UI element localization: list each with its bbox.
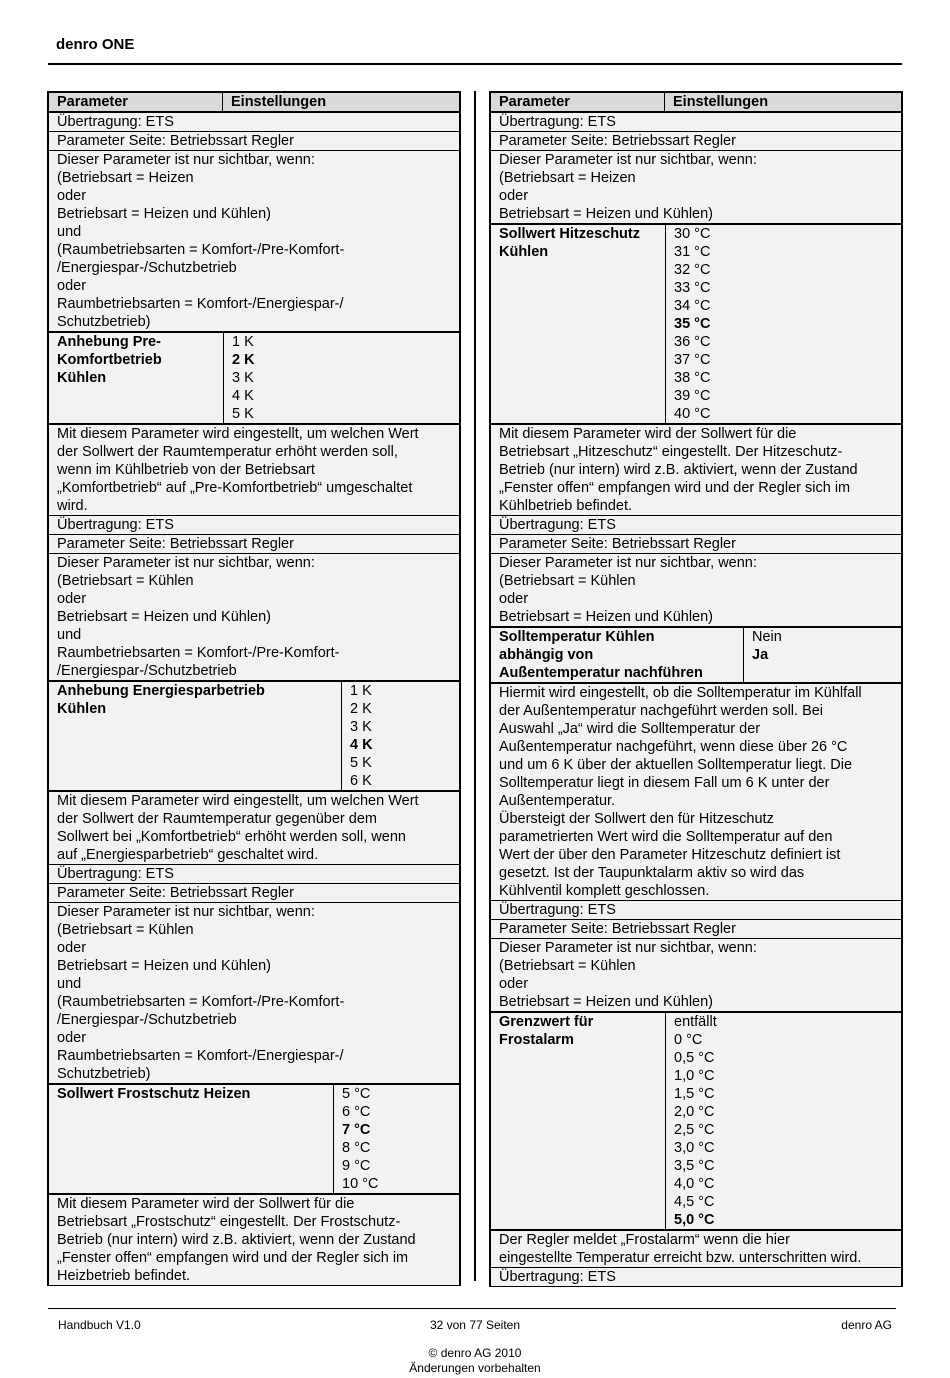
parameter-row	[491, 225, 901, 425]
text-block	[491, 516, 901, 535]
text-line: und um 6 K über der aktuellen Solltemperatur liegt. Die	[499, 757, 853, 773]
text-block	[49, 151, 459, 333]
option: 38 °C	[674, 370, 711, 386]
text-block	[491, 1268, 901, 1287]
text-block	[491, 901, 901, 920]
text-block	[49, 425, 459, 516]
parameter-name	[491, 628, 743, 682]
text-line: Betriebsart = Heizen und Kühlen)	[499, 609, 714, 625]
text-line: (Betriebsart = Kühlen	[499, 958, 636, 974]
parameter-name-line: Komfortbetrieb	[57, 352, 162, 368]
text-block	[491, 113, 901, 132]
header-parameter: Parameter	[49, 93, 223, 111]
text-line: wird.	[57, 498, 88, 514]
default-option: 35 °C	[674, 316, 711, 332]
text-line: Übertragung: ETS	[499, 517, 616, 533]
option: Nein	[752, 629, 782, 645]
parameter-row	[491, 1013, 901, 1231]
copyright-line: © denro AG 2010	[428, 1346, 522, 1360]
option: 5 K	[350, 755, 372, 771]
option: 37 °C	[674, 352, 711, 368]
parameter-values	[743, 628, 790, 682]
option: 2 K	[350, 701, 372, 717]
option: 0,5 °C	[674, 1050, 715, 1066]
header-parameter: Parameter	[491, 93, 665, 111]
text-line: /Energiespar-/Schutzbetrieb	[57, 663, 237, 679]
option: 1,5 °C	[674, 1086, 715, 1102]
text-line: Übertragung: ETS	[499, 114, 616, 130]
parameter-values	[333, 1085, 386, 1193]
option: 5 °C	[342, 1086, 371, 1102]
option: entfällt	[674, 1014, 717, 1030]
option: 4,0 °C	[674, 1176, 715, 1192]
parameter-name	[49, 682, 341, 790]
text-line: der Sollwert der Raumtemperatur erhöht werden soll,	[57, 444, 398, 460]
text-line: oder	[499, 591, 529, 607]
text-line: Mit diesem Parameter wird der Sollwert für die	[499, 426, 797, 442]
text-line: Dieser Parameter ist nur sichtbar, wenn:	[57, 904, 315, 920]
text-line: Schutzbetrieb)	[57, 1066, 151, 1082]
parameter-values	[665, 225, 718, 423]
parameter-name-line: Kühlen	[57, 701, 107, 717]
option: 30 °C	[674, 226, 711, 242]
text-line: Übersteigt der Sollwert den für Hitzeschutz	[499, 811, 774, 827]
default-option: 4 K	[350, 737, 373, 753]
document-title: denro ONE	[56, 36, 135, 53]
text-line: (Raumbetriebsarten = Komfort-/Pre-Komfort-	[57, 994, 345, 1010]
text-line: Außentemperatur.	[499, 793, 616, 809]
text-line: (Betriebsart = Heizen	[57, 170, 194, 186]
text-line: oder	[499, 976, 529, 992]
option: 1,0 °C	[674, 1068, 715, 1084]
text-line: Der Regler meldet „Frostalarm“ wenn die hier	[499, 1232, 790, 1248]
option: 8 °C	[342, 1140, 371, 1156]
parameter-name-line: Solltemperatur Kühlen	[499, 629, 655, 645]
text-block	[49, 535, 459, 554]
text-line: Parameter Seite: Betriebssart Regler	[57, 536, 294, 552]
text-block	[49, 132, 459, 151]
text-line: oder	[57, 1030, 87, 1046]
text-line: Heizbetrieb befindet.	[57, 1268, 190, 1284]
parameter-name-line: Grenzwert für	[499, 1014, 594, 1030]
option: 4 K	[232, 388, 254, 404]
right-parameter-table	[489, 91, 903, 1287]
text-line: (Betriebsart = Kühlen	[57, 573, 194, 589]
text-line: (Betriebsart = Kühlen	[57, 922, 194, 938]
parameter-name-line: Frostalarm	[499, 1032, 574, 1048]
text-line: oder	[57, 591, 87, 607]
text-line: Hiermit wird eingestellt, ob die Solltemperatur im Kühlfall	[499, 685, 862, 701]
text-block	[491, 132, 901, 151]
text-line: Übertragung: ETS	[57, 517, 174, 533]
text-line: und	[57, 627, 82, 643]
text-line: Schutzbetrieb)	[57, 314, 151, 330]
text-line: Solltemperatur liegt in diesem Fall um 6 K unter der	[499, 775, 830, 791]
text-line: „Komfortbetrieb“ auf „Pre-Komfortbetrieb“ umgeschaltet	[57, 480, 413, 496]
left-parameter-table	[47, 91, 461, 1286]
text-block	[491, 535, 901, 554]
text-block	[491, 939, 901, 1013]
text-line: Betriebsart = Heizen und Kühlen)	[57, 609, 272, 625]
text-line: oder	[499, 188, 529, 204]
option: 9 °C	[342, 1158, 371, 1174]
parameter-row	[49, 1085, 459, 1195]
parameter-name-line: Kühlen	[499, 244, 549, 260]
text-line: Betriebsart = Heizen und Kühlen)	[57, 958, 272, 974]
option: 40 °C	[674, 406, 711, 422]
option: 5 K	[232, 406, 254, 422]
footer-copyright	[0, 1346, 950, 1376]
text-line: wenn im Kühlbetrieb von der Betriebsart	[57, 462, 315, 478]
text-line: Parameter Seite: Betriebssart Regler	[57, 885, 294, 901]
text-line: Übertragung: ETS	[499, 1269, 616, 1285]
parameter-row	[49, 333, 459, 425]
text-line: Kühlbetrieb befindet.	[499, 498, 633, 514]
text-line: Mit diesem Parameter wird eingestellt, um welchen Wert	[57, 426, 419, 442]
text-block	[491, 151, 901, 225]
footer-company: denro AG	[841, 1318, 892, 1332]
text-line: Kühlventil komplett geschlossen.	[499, 883, 710, 899]
text-block	[491, 425, 901, 516]
parameter-name	[491, 225, 665, 423]
text-line: Auswahl „Ja“ wird die Solltemperatur der	[499, 721, 761, 737]
footer-manual-version: Handbuch V1.0	[58, 1318, 141, 1332]
option: 6 °C	[342, 1104, 371, 1120]
text-block	[491, 684, 901, 901]
text-line: Betriebsart = Heizen und Kühlen)	[499, 994, 714, 1010]
option: 3,0 °C	[674, 1140, 715, 1156]
option: 3 K	[232, 370, 254, 386]
table-header	[49, 93, 459, 113]
option: 1 K	[232, 334, 254, 350]
parameter-values	[223, 333, 263, 423]
text-line: Dieser Parameter ist nur sichtbar, wenn:	[499, 152, 757, 168]
text-block	[49, 1195, 459, 1286]
text-block	[49, 554, 459, 682]
parameter-row	[49, 682, 459, 792]
option: 39 °C	[674, 388, 711, 404]
option: 31 °C	[674, 244, 711, 260]
option: 2,0 °C	[674, 1104, 715, 1120]
text-line: Betrieb (nur intern) wird z.B. aktiviert, wenn der Zustand	[499, 462, 858, 478]
parameter-name	[491, 1013, 665, 1229]
text-line: Außentemperatur nachgeführt, wenn diese über 26 °C	[499, 739, 848, 755]
text-line: und	[57, 224, 82, 240]
text-line: Dieser Parameter ist nur sichtbar, wenn:	[57, 555, 315, 571]
footer-page-number: 32 von 77 Seiten	[429, 1318, 521, 1332]
text-line: Dieser Parameter ist nur sichtbar, wenn:	[499, 940, 757, 956]
text-line: Dieser Parameter ist nur sichtbar, wenn:	[499, 555, 757, 571]
option: 0 °C	[674, 1032, 703, 1048]
text-block	[491, 1231, 901, 1268]
option: 36 °C	[674, 334, 711, 350]
text-line: Raumbetriebsarten = Komfort-/Pre-Komfort-	[57, 645, 340, 661]
parameter-name-line: abhängig von	[499, 647, 594, 663]
text-line: oder	[57, 278, 87, 294]
default-option: Ja	[752, 647, 769, 663]
text-block	[49, 113, 459, 132]
text-block	[491, 554, 901, 628]
parameter-name-line: Anhebung Pre-	[57, 334, 161, 350]
text-line: der Sollwert der Raumtemperatur gegenüber dem	[57, 811, 377, 827]
option: 34 °C	[674, 298, 711, 314]
text-line: (Betriebsart = Kühlen	[499, 573, 636, 589]
text-line: Betriebsart „Hitzeschutz“ eingestellt. Der Hitzeschutz-	[499, 444, 843, 460]
text-line: Mit diesem Parameter wird der Sollwert für die	[57, 1196, 355, 1212]
text-line: /Energiespar-/Schutzbetrieb	[57, 260, 237, 276]
text-line: Betrieb (nur intern) wird z.B. aktiviert, wenn der Zustand	[57, 1232, 416, 1248]
text-block	[49, 903, 459, 1085]
text-block	[49, 884, 459, 903]
default-option: 5,0 °C	[674, 1212, 715, 1228]
parameter-name-line: Anhebung Energiesparbetrieb	[57, 683, 265, 699]
default-option: 2 K	[232, 352, 255, 368]
text-line: gesetzt. Ist der Taupunktalarm aktiv so wird das	[499, 865, 805, 881]
text-line: Parameter Seite: Betriebssart Regler	[57, 133, 294, 149]
text-line: Betriebsart = Heizen und Kühlen)	[57, 206, 272, 222]
text-line: (Betriebsart = Heizen	[499, 170, 636, 186]
text-line: Übertragung: ETS	[499, 902, 616, 918]
option: 3 K	[350, 719, 372, 735]
notice-line: Änderungen vorbehalten	[409, 1361, 541, 1375]
text-line: (Raumbetriebsarten = Komfort-/Pre-Komfort-	[57, 242, 345, 258]
text-block	[49, 516, 459, 535]
text-line: Raumbetriebsarten = Komfort-/Energiespar-/	[57, 296, 344, 312]
text-block	[49, 792, 459, 865]
text-line: auf „Energiesparbetrieb“ geschaltet wird.	[57, 847, 319, 863]
parameter-name	[49, 333, 223, 423]
parameter-values	[341, 682, 381, 790]
header-settings: Einstellungen	[231, 94, 327, 110]
text-line: Dieser Parameter ist nur sichtbar, wenn:	[57, 152, 315, 168]
text-line: parametrierten Wert wird die Solltemperatur auf den	[499, 829, 833, 845]
option: 3,5 °C	[674, 1158, 715, 1174]
parameter-row	[491, 628, 901, 684]
column-divider	[474, 91, 476, 1281]
text-block	[49, 865, 459, 884]
option: 6 K	[350, 773, 372, 789]
parameter-name-line: Sollwert Frostschutz Heizen	[57, 1086, 251, 1102]
option: 32 °C	[674, 262, 711, 278]
header-settings: Einstellungen	[673, 94, 769, 110]
parameter-name-line: Kühlen	[57, 370, 107, 386]
text-line: oder	[57, 940, 87, 956]
option: 10 °C	[342, 1176, 379, 1192]
text-block	[491, 920, 901, 939]
text-line: oder	[57, 188, 87, 204]
option: 1 K	[350, 683, 372, 699]
text-line: Mit diesem Parameter wird eingestellt, um welchen Wert	[57, 793, 419, 809]
text-line: /Energiespar-/Schutzbetrieb	[57, 1012, 237, 1028]
text-line: Übertragung: ETS	[57, 866, 174, 882]
parameter-name-line: Außentemperatur nachführen	[499, 665, 703, 681]
table-header	[491, 93, 901, 113]
option: 33 °C	[674, 280, 711, 296]
text-line: Betriebsart = Heizen und Kühlen)	[499, 206, 714, 222]
text-line: „Fenster offen“ empfangen wird und der Regler sich im	[499, 480, 851, 496]
text-line: der Außentemperatur nachgeführt werden soll. Bei	[499, 703, 824, 719]
text-line: Parameter Seite: Betriebssart Regler	[499, 133, 736, 149]
text-line: und	[57, 976, 82, 992]
text-line: Wert der über den Parameter Hitzeschutz definiert ist	[499, 847, 841, 863]
footer-rule	[48, 1308, 896, 1309]
text-line: eingestellte Temperatur erreicht bzw. unterschritten wird.	[499, 1250, 862, 1266]
parameter-name-line: Sollwert Hitzeschutz	[499, 226, 640, 242]
text-line: Parameter Seite: Betriebssart Regler	[499, 921, 736, 937]
parameter-values	[665, 1013, 725, 1229]
text-line: Übertragung: ETS	[57, 114, 174, 130]
text-line: „Fenster offen“ empfangen wird und der Regler sich im	[57, 1250, 409, 1266]
text-line: Parameter Seite: Betriebssart Regler	[499, 536, 736, 552]
text-line: Betriebsart „Frostschutz“ eingestellt. Der Frostschutz-	[57, 1214, 401, 1230]
parameter-name	[49, 1085, 333, 1193]
text-line: Sollwert bei „Komfortbetrieb“ erhöht werden soll, wenn	[57, 829, 406, 845]
default-option: 7 °C	[342, 1122, 371, 1138]
option: 4,5 °C	[674, 1194, 715, 1210]
text-line: Raumbetriebsarten = Komfort-/Energiespar-/	[57, 1048, 344, 1064]
option: 2,5 °C	[674, 1122, 715, 1138]
header-rule	[48, 63, 902, 65]
